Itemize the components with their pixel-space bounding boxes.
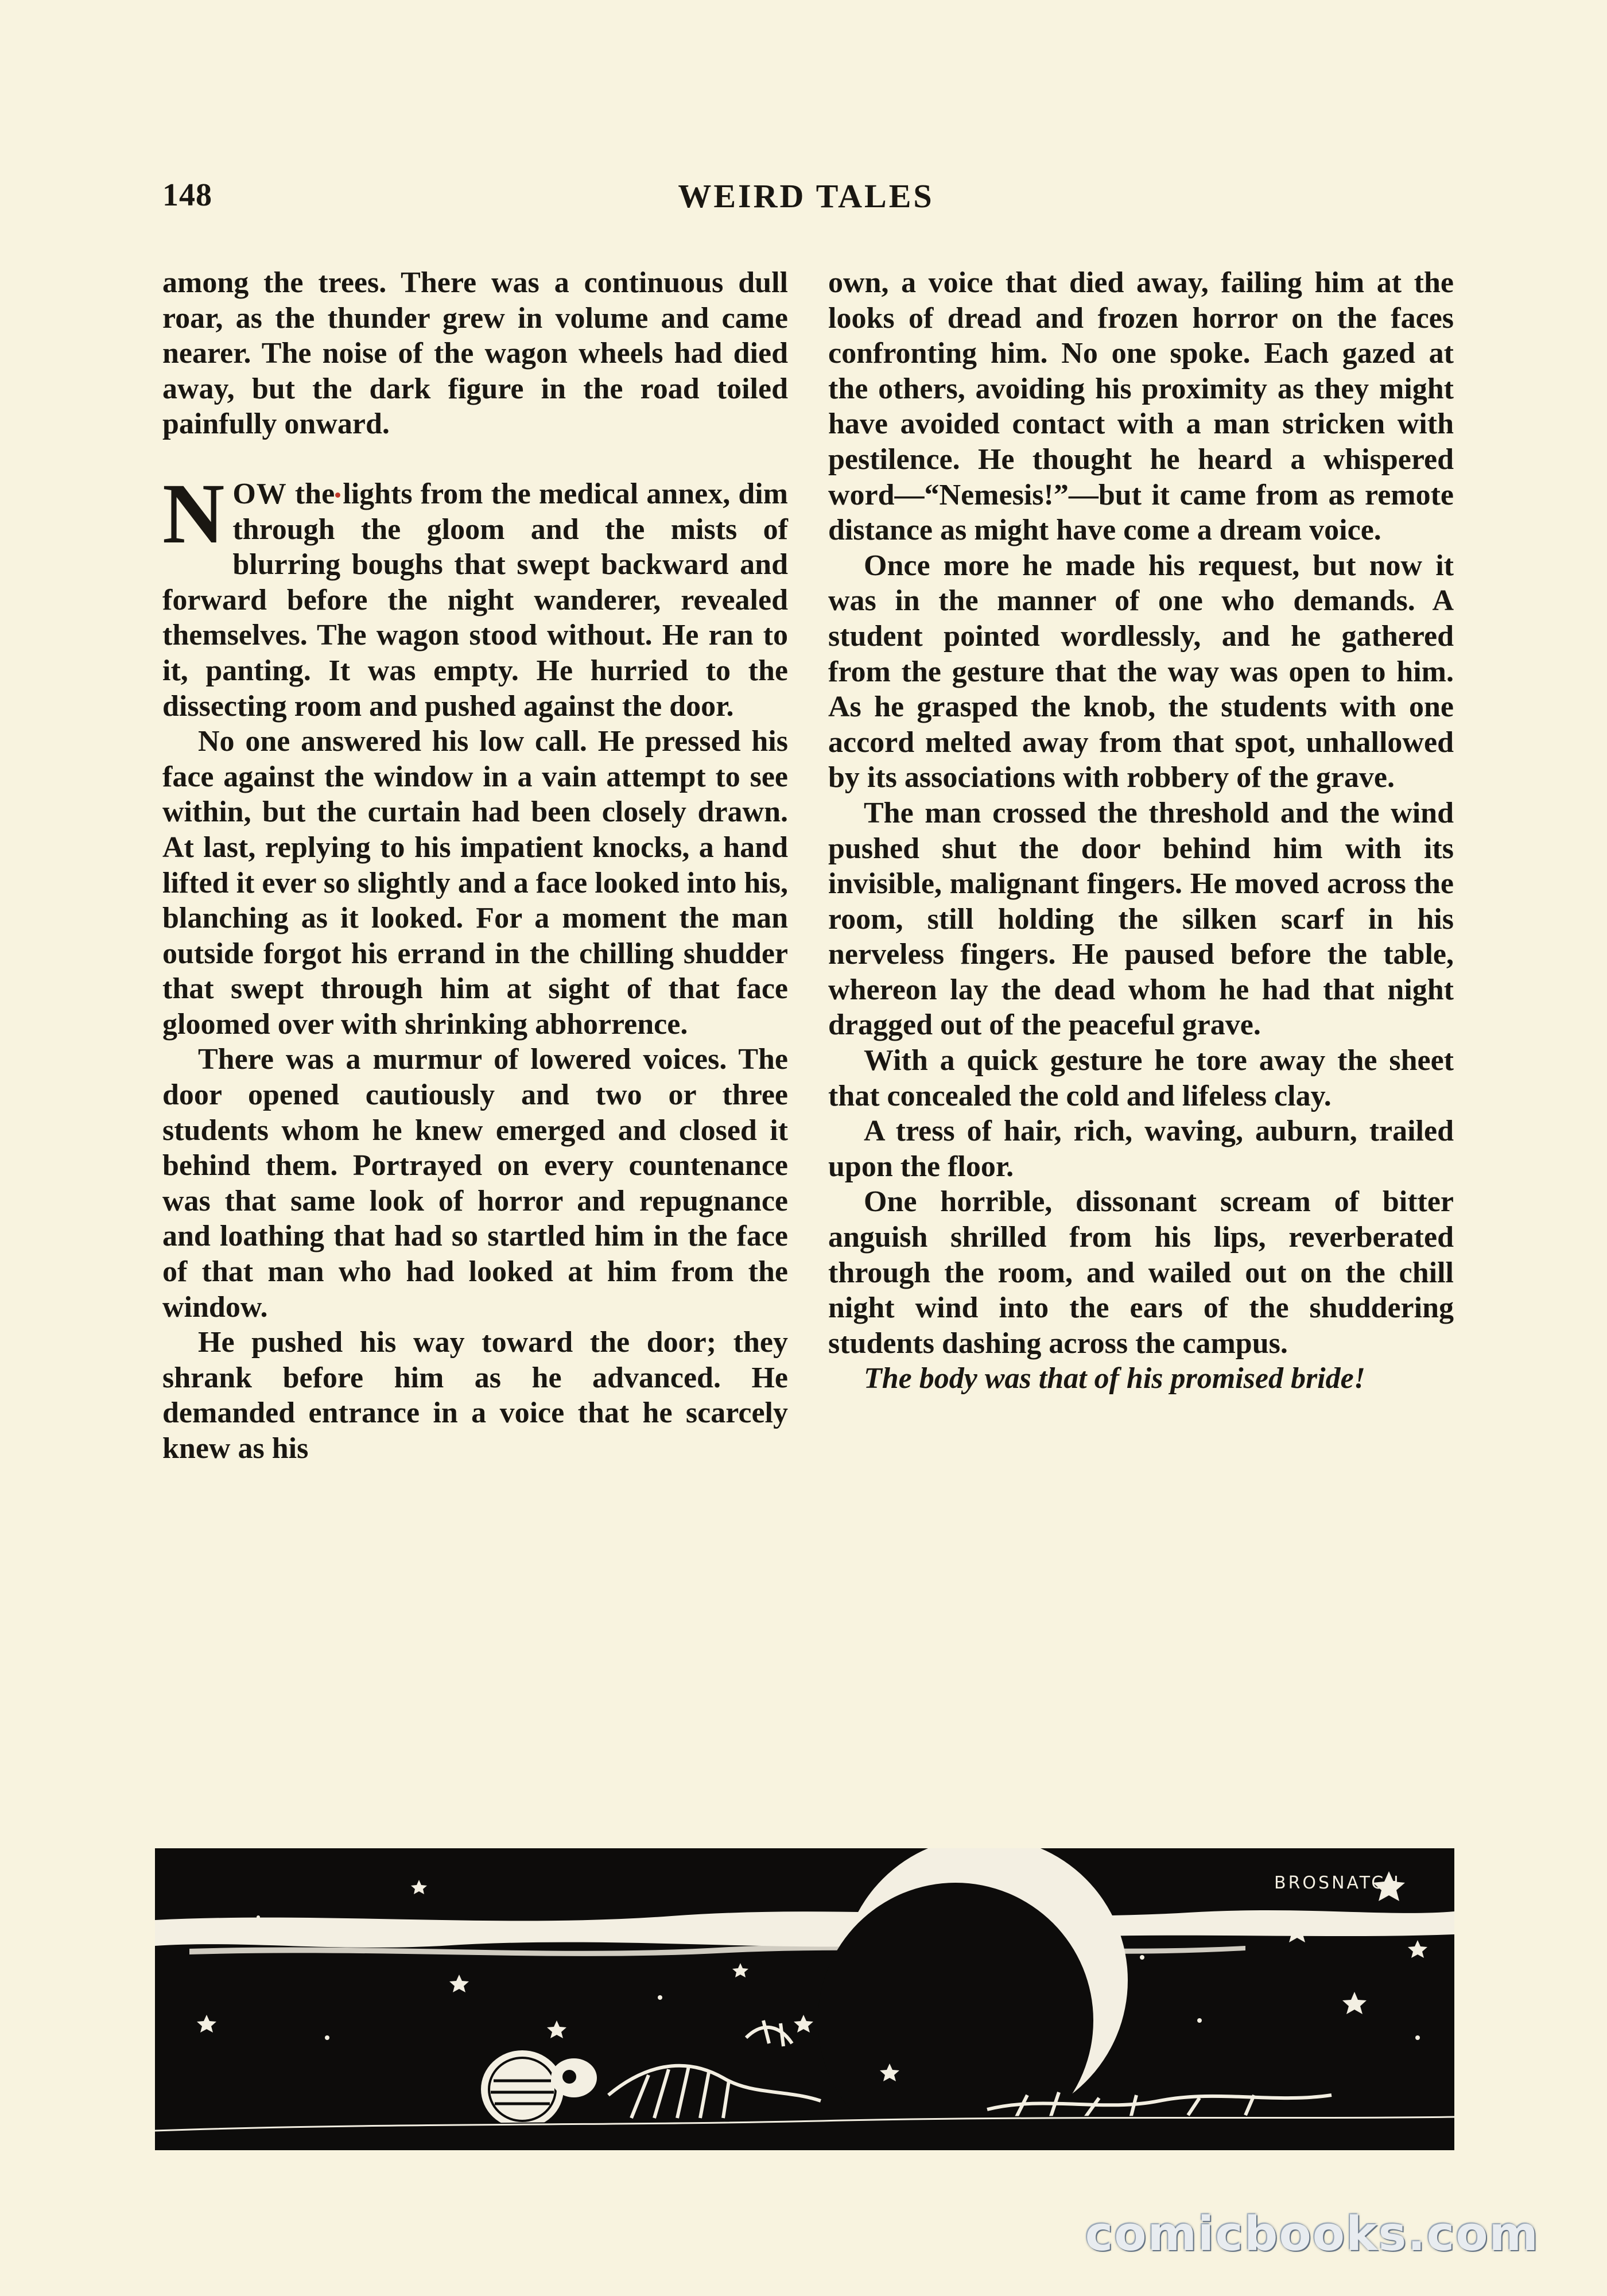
- skull-moon-night-landscape-icon: [155, 1848, 1454, 2150]
- dropcap-paragraph-text: the lights from the medical annex, dim through the gloom and the mists of blurring boughs that swept backward and forward before the night wanderer, revealed themselves. The wagon stood without. He ran to it, panting. It was empty. He hurried to the dissecting room and pushed against the door.: [162, 477, 788, 723]
- artist-signature: BROSNATCH: [1274, 1873, 1401, 1893]
- paragraph: No one answered his low call. He pressed his face against the window in a vain attempt to see within, but the curtain had been closely drawn. At last, replying to his impatient knocks, a hand lifted it ever so slightly and a face looked into his, blanching as it looked. For a moment the man outside forgot his errand in the chilling shudder that swept through him at sight of that face gloomed over with shrinking abhorrence.: [162, 725, 788, 1041]
- paragraph: among the trees. There was a continuous dull roar, as the thunder grew in volume and came nearer. The noise of the wagon wheels had died away, but the dark figure in the road toiled painfully onward.: [162, 266, 788, 441]
- paragraph: With a quick gesture he tore away the sheet that concealed the cold and lifeless clay.: [828, 1044, 1454, 1112]
- paragraph: own, a voice that died away, failing him at the looks of dread and frozen horror on the faces confronting him. No one spoke. Each gazed at the others, avoiding his proximity as they might have avoided contact with a man stricken with pestilence. He thought he heard a whispered word—“Nemesis!”—but it came from as remote distance as might have come a dream voice.: [828, 266, 1454, 547]
- left-column: [162, 265, 788, 1467]
- paragraph: He pushed his way toward the door; they shrank before him as he advanced. He demanded entrance in a voice that he scarcely knew as his: [162, 1326, 788, 1465]
- dropcap-smallcaps: OW: [232, 477, 287, 510]
- paragraph: A tress of hair, rich, waving, auburn, trailed upon the floor.: [828, 1115, 1454, 1183]
- page-header: [162, 177, 1450, 223]
- dropcap-paragraph: [162, 466, 788, 724]
- paragraph: There was a murmur of lowered voices. The door opened cautiously and two or three students whom he knew emerged and closed it behind them. Portrayed on every countenance was that same look of horror and repugnance and loathing that had so startled him in the face of that man who had looked at him from the window.: [162, 1043, 788, 1324]
- watermark: comicbooks.com: [1085, 2207, 1539, 2262]
- drop-cap: N: [162, 466, 225, 561]
- right-column: [828, 265, 1454, 1397]
- paragraph: One horrible, dissonant scream of bitter anguish shrilled from his lips, reverberated through the room, and wailed out on the chill night wind into the ears of the shuddering students dashing across the campus.: [828, 1185, 1454, 1360]
- closing-line: The body was that of his promised bride!: [864, 1362, 1365, 1395]
- paragraph: Once more he made his request, but now it was in the manner of one who demands. A student pointed wordlessly, and he gathered from the gesture that the way was open to him. As he grasped the knob, the students with one accord melted away from that spot, unhallowed by its associations with robbery of the grave.: [828, 549, 1454, 794]
- running-head: WEIRD TALES: [678, 177, 934, 215]
- night-landscape-illustration: [155, 1848, 1454, 2150]
- paragraph: The man crossed the threshold and the wind pushed shut the door behind him with its invisible, malignant fingers. He moved across the room, still holding the silken scarf in his nerveless fingers. He paused before the table, whereon lay the dead whom he had that night dragged out of the peaceful grave.: [828, 796, 1454, 1042]
- page-number: 148: [162, 177, 212, 213]
